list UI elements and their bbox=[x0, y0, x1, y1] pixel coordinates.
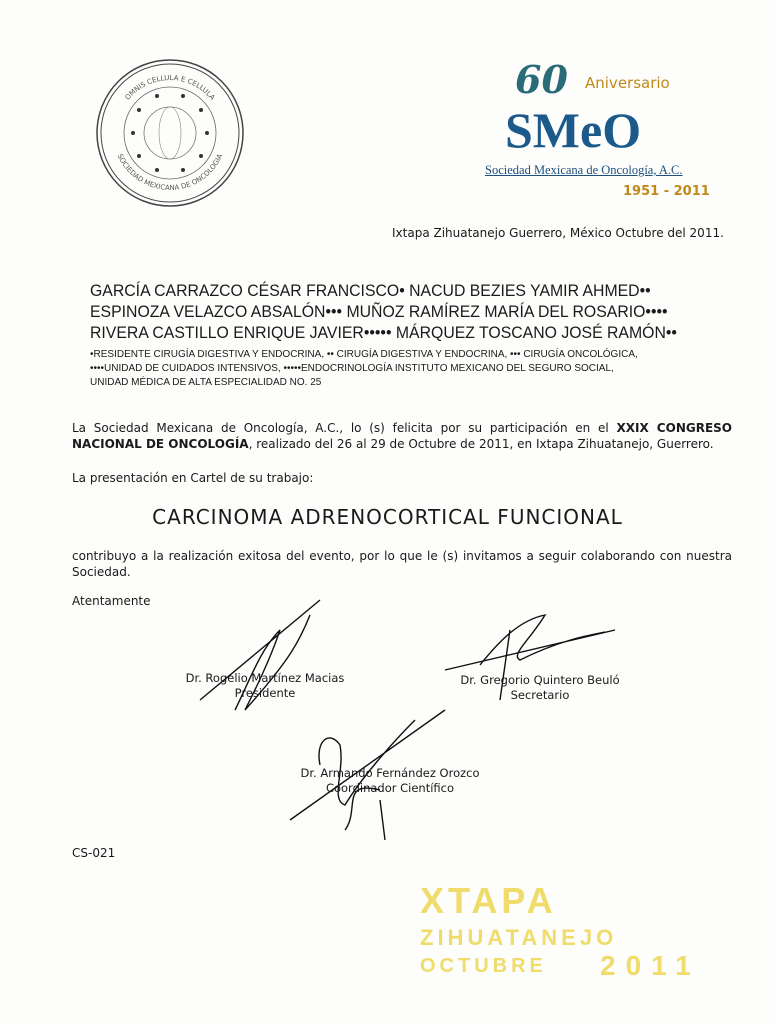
watermark-line: OCTUBRE bbox=[420, 955, 547, 977]
congress-name: XXIX CONGRESO NACIONAL DE ONCOLOGÍA bbox=[72, 421, 732, 451]
authors bbox=[90, 280, 685, 343]
watermark-line: XTAPA bbox=[420, 880, 557, 921]
logo-anniversary: Aniversario bbox=[585, 74, 670, 92]
logo-number: 60 bbox=[515, 57, 568, 102]
affiliation-line: UNIDAD MÉDICA DE ALTA ESPECIALIDAD NO. 25 bbox=[90, 377, 322, 388]
paragraph-text: La Sociedad Mexicana de Oncología, A.C., lo (s) felicita por su participación en el bbox=[72, 421, 617, 435]
author-line: ESPINOZA VELAZCO ABSALÓN••• MUÑOZ RAMÍREZ MARÍA DEL ROSARIO•••• bbox=[90, 302, 668, 321]
signatory-name: Dr. Gregorio Quintero Beuló bbox=[460, 673, 620, 687]
signatory-coordinator bbox=[285, 766, 495, 796]
signatory-role: Presidente bbox=[234, 686, 296, 700]
smeo-logo bbox=[475, 58, 725, 220]
signatory-role: Coordinador Científico bbox=[325, 781, 455, 795]
logo-society-name: Sociedad Mexicana de Oncología, A.C. bbox=[485, 163, 683, 177]
author-line: RIVERA CASTILLO ENRIQUE JAVIER••••• MÁRQUEZ TOSCANO JOSÉ RAMÓN•• bbox=[90, 323, 677, 342]
signatory-name: Dr. Armando Fernández Orozco bbox=[300, 766, 480, 780]
closing: Atentamente bbox=[72, 594, 151, 608]
signatory-president bbox=[170, 671, 360, 701]
logo-acronym: SMeO bbox=[505, 102, 642, 158]
seal-top-text: OMNIS CELLULA E CELLULA bbox=[123, 73, 217, 102]
affiliation-line: •RESIDENTE CIRUGÍA DIGESTIVA Y ENDOCRINA, •• CIRUGÍA DIGESTIVA Y ENDOCRINA, ••• CIRUGÍA ONCOLÓGICA, bbox=[90, 349, 638, 360]
work-title: CARCINOMA ADRENOCORTICAL FUNCIONAL bbox=[152, 505, 623, 529]
author-line: GARCÍA CARRAZCO CÉSAR FRANCISCO• NACUD BEZIES YAMIR AHMED•• bbox=[90, 281, 651, 300]
society-seal bbox=[95, 58, 245, 208]
presentation-intro: La presentación en Cartel de su trabajo: bbox=[72, 471, 314, 485]
signatory-secretary bbox=[445, 673, 635, 703]
logo-years: 1951 - 2011 bbox=[623, 184, 710, 199]
signatory-role: Secretario bbox=[510, 688, 570, 702]
affiliations bbox=[90, 348, 730, 390]
document-code: CS-021 bbox=[72, 846, 116, 860]
seal-bottom-text: SOCIEDAD MEXICANA DE ONCOLOGIA bbox=[115, 152, 225, 193]
affiliation-line: ••••UNIDAD DE CUIDADOS INTENSIVOS, •••••ENDOCRINOLOGÍA INSTITUTO MEXICANO DEL SEGURO SOCIAL, bbox=[90, 363, 614, 374]
watermark-line: 2011 bbox=[600, 950, 701, 981]
contribution-paragraph: contribuyo a la realización exitosa del evento, por lo que le (s) invitamos a seguir colaborando con nuestra Sociedad. bbox=[72, 549, 732, 579]
paragraph-text: , realizado del 26 al 29 de Octubre de 2011, en Ixtapa Zihuatanejo, Guerrero. bbox=[248, 437, 714, 451]
place-date: Ixtapa Zihuatanejo Guerrero, México Octubre del 2011. bbox=[392, 226, 724, 240]
signatory-name: Dr. Rogelio Martínez Macias bbox=[185, 671, 345, 685]
congratulation-paragraph bbox=[72, 420, 732, 452]
svg-text:OMNIS CELLULA E CELLULA bbox=[124, 74, 217, 102]
watermark-line: ZIHUATANEJO bbox=[420, 925, 618, 950]
